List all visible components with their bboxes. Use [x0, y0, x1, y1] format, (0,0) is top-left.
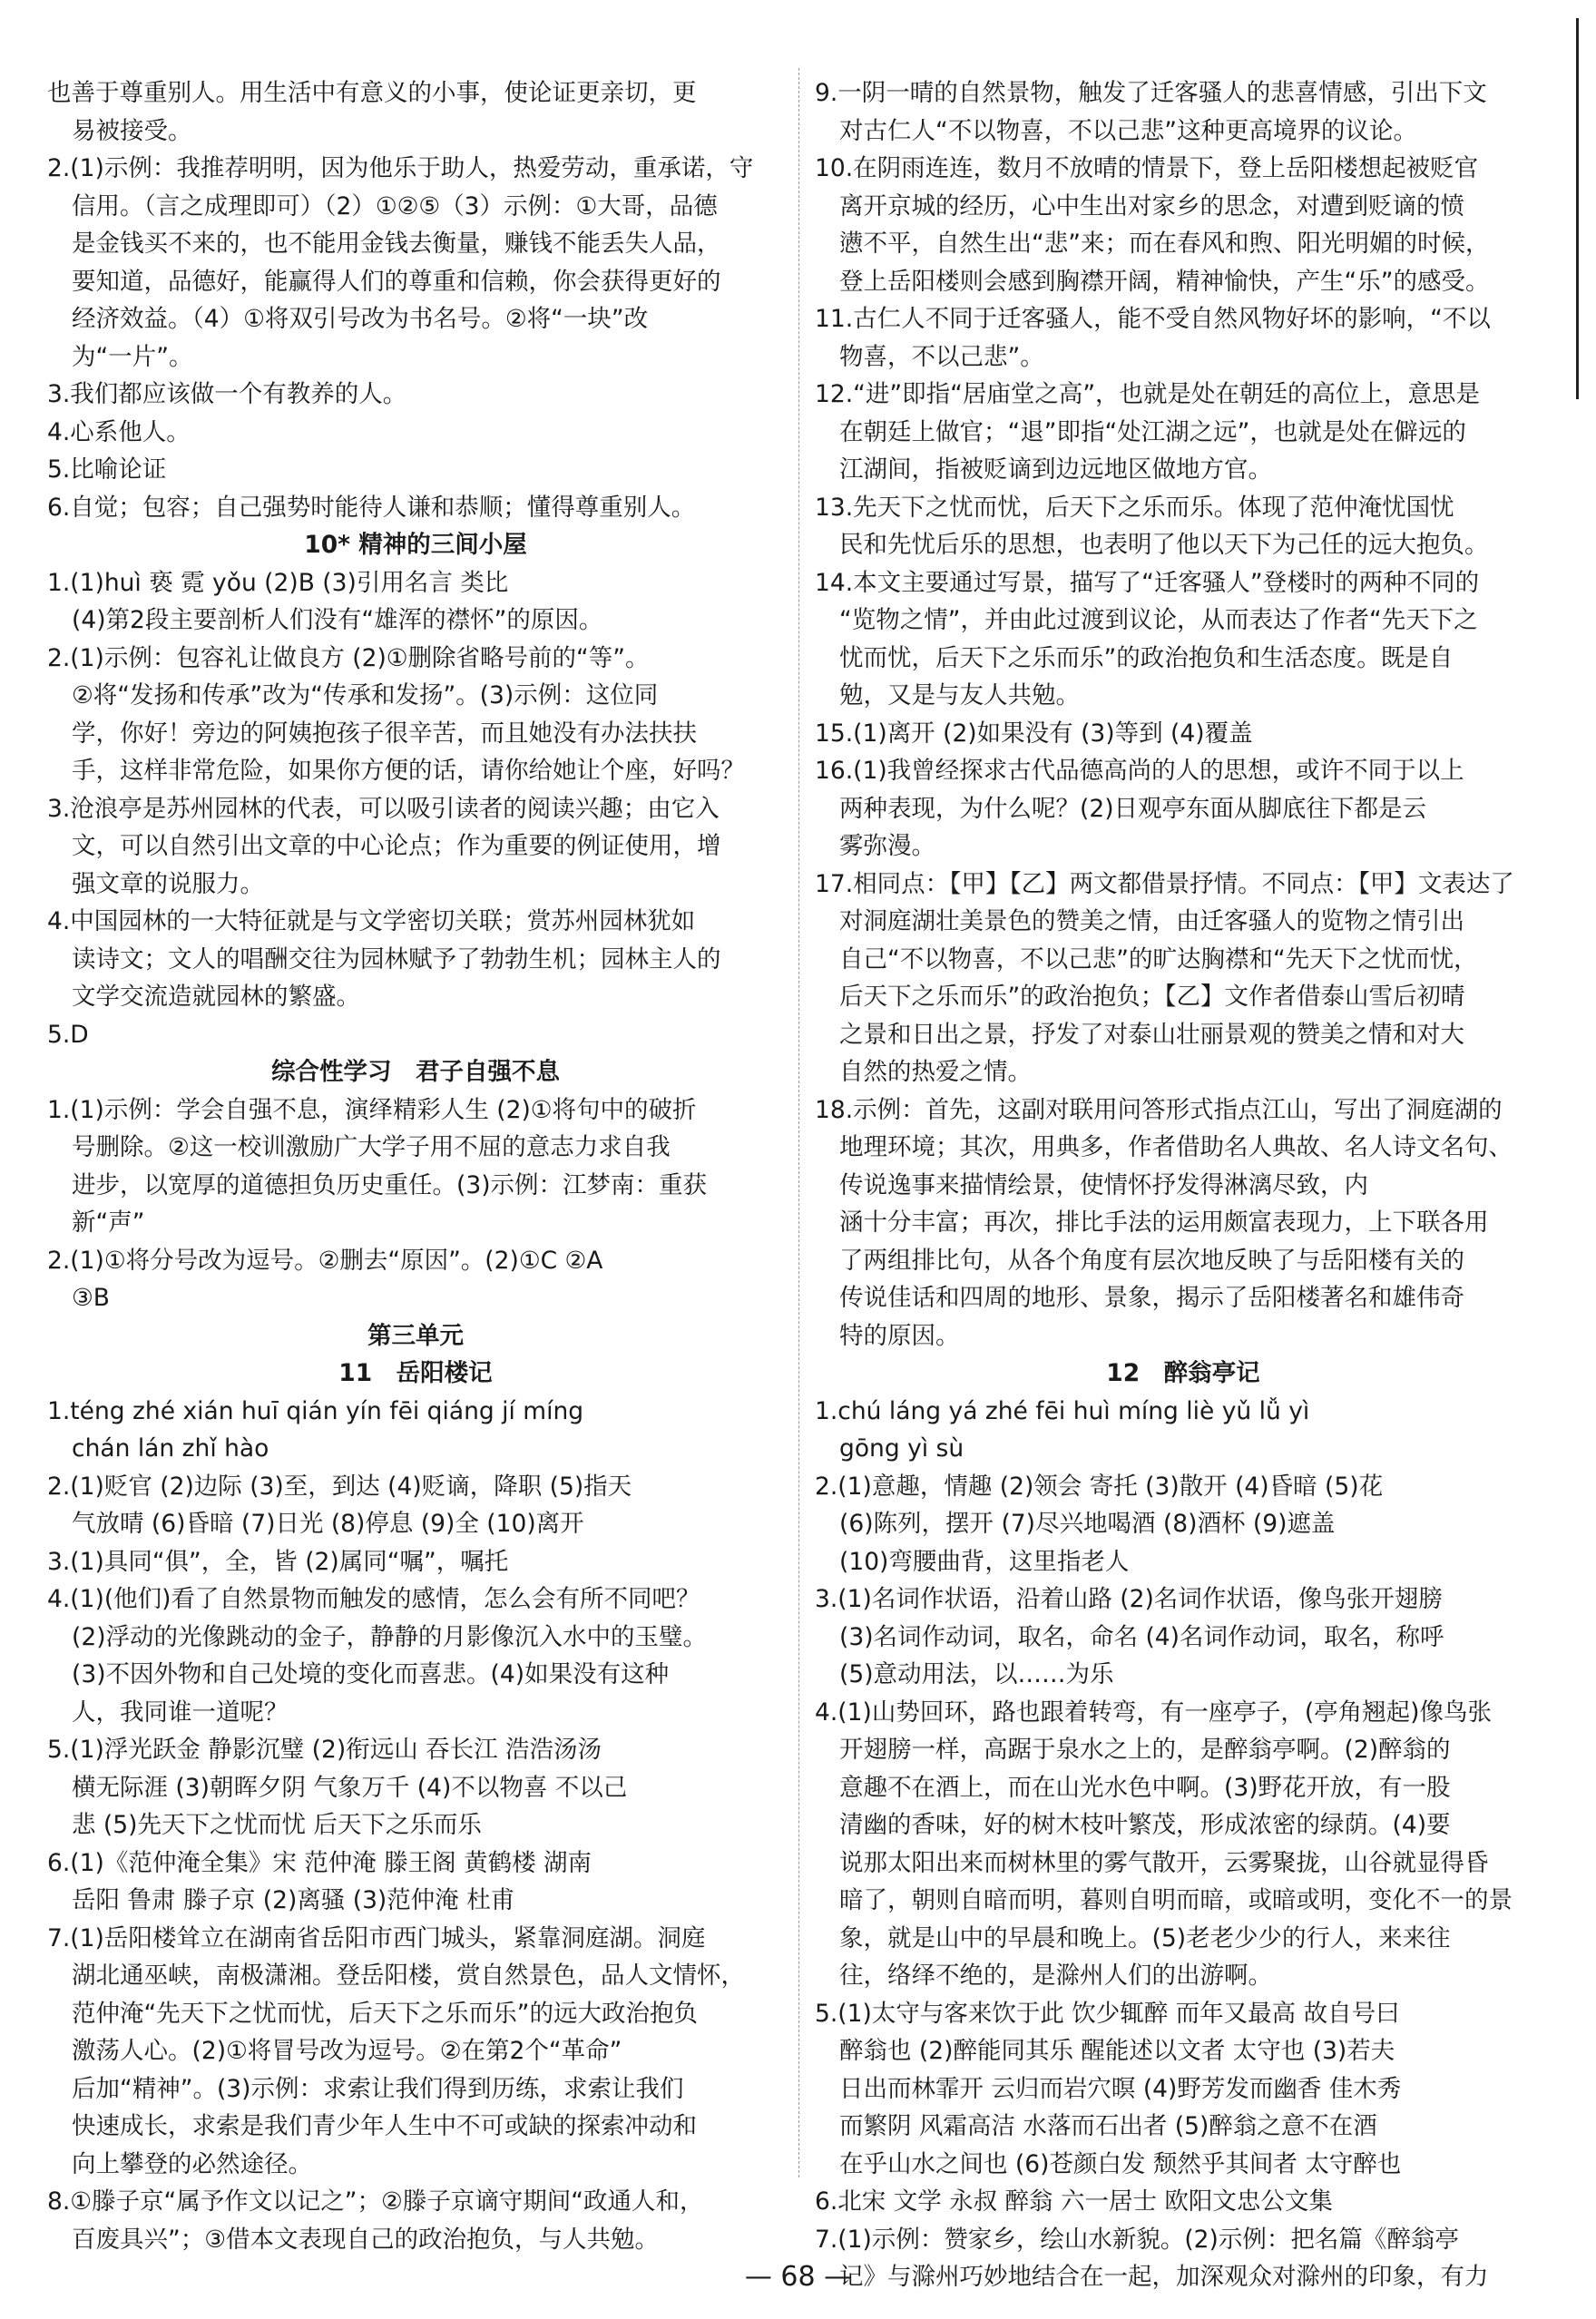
text-line: 12.“进”即指“居庙堂之高”，也就是处在朝廷的高位上，意思是: [815, 380, 1481, 408]
answer-item: [47, 489, 784, 527]
text-line: 7.(1)岳阳楼耸立在湖南省岳阳市西门城头，紧靠洞庭湖。洞庭: [47, 1923, 706, 1952]
text-line: 10* 精神的三间小屋: [304, 531, 527, 559]
text-line: 气放晴 (6)昏暗 (7)日光 (8)停息 (9)全 (10)离开: [72, 1510, 584, 1538]
text-line: 记》与滁州巧妙地结合在一起，加深观众对滁州的印象，有力: [839, 2263, 1489, 2291]
text-line: 了两组排比句，从各个角度有层次地反映了与岳阳楼有关的: [839, 1246, 1464, 1275]
text-line: 4.(1)山势回环，路也跟着转弯，有一座亭子，(亭角翘起)像鸟张: [815, 1698, 1492, 1727]
answer-item: [47, 1844, 784, 1920]
text-line: 自己“不以物喜，不以己悲”的旷达胸襟和“先天下之忧而忧，: [839, 944, 1478, 974]
page-number: — 68 —: [744, 2261, 852, 2293]
answer-item: [815, 1580, 1552, 1694]
text-line: 民和先忧后乐的思想，也表明了他以天下为己任的远大抱负。: [839, 531, 1489, 559]
text-line: 易被接受。: [72, 116, 192, 145]
text-line: 4.心系他人。: [47, 417, 191, 446]
text-line: 岳阳 鲁肃 滕子京 (2)离骚 (3)范仲淹 杜甫: [72, 1886, 515, 1914]
left-column: [47, 74, 784, 2258]
text-line: 开翅膀一样，高踞于泉水之上的，是醉翁亭啊。(2)醉翁的: [839, 1736, 1451, 1764]
text-line: 读诗文；文人的唱酬交往为园林赋予了勃勃生机；园林主人的: [72, 944, 721, 974]
section-heading: [47, 1317, 784, 1393]
text-line: 号删除。②这一校训激励广大学子用不屈的意志力求自我: [72, 1133, 671, 1161]
answer-item: [815, 1468, 1552, 1581]
text-line: 地理环境；其次，用典多，作者借助名人典故、名人诗文名句、: [839, 1133, 1513, 1161]
answer-item: [47, 1731, 784, 1844]
answer-item: [47, 790, 784, 904]
answer-item: [815, 866, 1552, 1091]
text-line: 物喜，不以己悲”。: [839, 342, 1044, 371]
text-line: (3)名词作动词，取名，命名 (4)名词作动词，取名，称呼: [839, 1622, 1444, 1651]
text-line: 暗了，朝则自暗而明，暮则自明而暗，或暗或明，变化不一的景: [839, 1886, 1513, 1914]
answer-item: [47, 451, 784, 489]
text-line: 是金钱买不来的，也不能用金钱去衡量，赚钱不能丢失人品，: [72, 230, 721, 258]
text-line: 向上攀登的必然途径。: [72, 2149, 312, 2178]
text-line: 自然的热爱之情。: [839, 1058, 1032, 1086]
section-heading: [47, 526, 784, 564]
answer-item: [47, 74, 784, 150]
text-line: 1.chú láng yá zhé fēi huì míng liè yǔ lǚ yì: [815, 1396, 1310, 1425]
text-line: 11.古仁人不同于迁客骚人，能不受自然风物好坏的影响，“不以: [815, 305, 1491, 333]
text-line: 江湖间，指被贬谪到边远地区做地方官。: [839, 455, 1272, 484]
text-line: 百废具兴”；③借本文表现自己的政治抱负，与人共勉。: [72, 2225, 659, 2254]
text-line: 7.(1)示例：赞家乡，绘山水新貌。(2)示例：把名篇《醉翁亭: [815, 2225, 1459, 2254]
text-line: 2.(1)示例：我推荐明明，因为他乐于助人，热爱劳动，重承诺，守: [47, 154, 754, 182]
text-line: 在乎山水之间也 (6)苍颜白发 颓然乎其间者 太守醉也: [839, 2149, 1402, 2178]
answer-item: [815, 564, 1552, 715]
answer-item: [47, 376, 784, 414]
answer-item: [47, 1091, 784, 1242]
text-line: 悲 (5)先天下之忧而忧 后天下之乐而乐: [72, 1811, 482, 1839]
text-line: (5)意动用法，以……为乐: [839, 1660, 1114, 1688]
text-line: 往，络绎不绝的，是滁州人们的出游啊。: [839, 1962, 1272, 1990]
text-line: 4.中国园林的一大特征就是与文学密切关联；赏苏州园林犹如: [47, 907, 696, 935]
text-line: 为“一片”。: [72, 342, 193, 371]
text-line: 清幽的香味，好的树木枝叶繁茂，形成浓密的绿荫。(4)要: [839, 1811, 1451, 1839]
text-line: 快速成长，求索是我们青少年人生中不可或缺的探索冲动和: [72, 2112, 697, 2140]
text-line: 6.(1)《范仲淹全集》宋 范仲淹 滕王阁 黄鹤楼 湖南: [47, 1848, 592, 1877]
text-line: 2.(1)贬官 (2)边际 (3)至，到达 (4)贬谪，降职 (5)指天: [47, 1472, 632, 1501]
answer-item: [47, 564, 784, 640]
answer-item: [47, 1920, 784, 2184]
text-line: (6)陈列，摆开 (7)尽兴地喝酒 (8)酒杯 (9)遮盖: [839, 1510, 1336, 1538]
text-line: 3.沧浪亭是苏州园林的代表，可以吸引读者的阅读兴趣；由它入: [47, 794, 720, 823]
answer-item: [47, 2183, 784, 2258]
text-line: 综合性学习 君子自强不息: [271, 1058, 560, 1086]
answer-item: [815, 300, 1552, 376]
section-heading: [815, 1355, 1552, 1393]
answer-item: [47, 1580, 784, 1731]
answer-item: [47, 1242, 784, 1317]
text-line: 2.(1)①将分号改为逗号。②删去“原因”。(2)①C ②A: [47, 1246, 603, 1275]
text-line: 象，就是山中的早晨和晚上。(5)老老少少的行人，来来往: [839, 1923, 1451, 1952]
text-line: ③B: [72, 1284, 110, 1312]
text-line: (3)不因外物和自己处境的变化而喜悲。(4)如果没有这种: [72, 1660, 670, 1688]
text-line: 雾弥漫。: [839, 832, 935, 860]
text-line: 2.(1)意趣，情趣 (2)领会 寄托 (3)散开 (4)昏暗 (5)花: [815, 1472, 1384, 1501]
answer-item: [815, 150, 1552, 300]
text-line: 日出而林霏开 云归而岩穴暝 (4)野芳发而幽香 佳木秀: [839, 2074, 1402, 2103]
text-line: 10.在阴雨连连，数月不放晴的情景下，登上岳阳楼想起被贬官: [815, 154, 1479, 182]
column-divider: [798, 68, 799, 2177]
page-edge-mark: [1576, 18, 1579, 399]
text-line: 后加“精神”。(3)示例：求索让我们得到历练，求索让我们: [72, 2074, 684, 2103]
text-line: 对洞庭湖壮美景色的赞美之情，由迁客骚人的览物之情引出: [839, 907, 1464, 935]
answer-item: [815, 1995, 1552, 2184]
text-line: 后天下之乐而乐”的政治抱负；【乙】文作者借泰山雪后初晴: [839, 983, 1465, 1011]
text-line: 文学交流造就园林的繁盛。: [72, 983, 360, 1011]
answer-item: [815, 489, 1552, 564]
text-line: 要知道，品德好，能赢得人们的尊重和信赖，你会获得更好的: [72, 267, 721, 296]
text-line: 进步，以宽厚的道德担负历史重任。(3)示例：江梦南：重获: [72, 1170, 708, 1199]
text-line: 而繁阴 风霜高洁 水落而石出者 (5)醉翁之意不在酒: [839, 2112, 1377, 2140]
text-line: 在朝廷上做官；“退”即指“处江湖之远”，也就是处在僻远的: [839, 417, 1466, 446]
text-line: 横无际涯 (3)朝晖夕阴 气象万千 (4)不以物喜 不以己: [72, 1773, 628, 1802]
text-line: 5.(1)浮光跃金 静影沉璧 (2)衔远山 吞长江 浩浩汤汤: [47, 1736, 602, 1764]
answer-item: [47, 1468, 784, 1543]
answer-item: [47, 903, 784, 1016]
text-line: 信用。（言之成理即可）（2）①②⑤（3）示例：①大哥，品德: [72, 191, 718, 220]
text-line: 新“声”: [72, 1208, 145, 1237]
text-line: 激荡人心。(2)①将冒号改为逗号。②在第2个“革命”: [72, 2037, 622, 2065]
answer-item: [815, 376, 1552, 489]
text-line: 4.(1)(他们)看了自然景物而触发的感情，怎么会有所不同吧？: [47, 1585, 700, 1613]
text-line: 2.(1)示例：包容礼让做良方 (2)①删除省略号前的“等”。: [47, 643, 650, 672]
text-line: 16.(1)我曾经探求古代品德高尚的人的思想，或许不同于以上: [815, 757, 1464, 785]
text-line: 第三单元: [367, 1321, 464, 1350]
text-line: 5.(1)太守与客来饮于此 饮少辄醉 而年又最高 故自号曰: [815, 1999, 1400, 2028]
text-line: ②将“发扬和传承”改为“传承和发扬”。(3)示例：这位同: [72, 681, 659, 709]
text-line: 1.(1)huì 亵 霓 yǒu (2)B (3)引用名言 类比: [47, 568, 509, 597]
text-line: 9.一阴一晴的自然景物，触发了迁客骚人的悲喜情感，引出下文: [815, 79, 1487, 107]
answer-item: [47, 414, 784, 452]
text-line: 之景和日出之景，抒发了对泰山壮丽景观的赞美之情和对大: [839, 1020, 1464, 1049]
text-line: 14.本文主要通过写景，描写了“迁客骚人”登楼时的两种不同的: [815, 568, 1480, 597]
text-line: 5.D: [47, 1020, 89, 1049]
answer-item: [815, 1694, 1552, 1995]
text-line: 登上岳阳楼则会感到胸襟开阔，精神愉快，产生“乐”的感受。: [839, 267, 1490, 296]
text-line: 手，这样非常危险，如果你方便的话，请你给她让个座，好吗？: [72, 757, 745, 785]
answer-item: [47, 1543, 784, 1581]
text-line: 13.先天下之忧而忧，后天下之乐而乐。体现了范仲淹忧国忧: [815, 493, 1454, 522]
text-line: 湖北通巫峡，南极潇湘。登岳阳楼，赏自然景色，品人文情怀，: [72, 1962, 745, 1990]
text-line: 对古仁人“不以物喜，不以己悲”这种更高境界的议论。: [839, 116, 1417, 145]
section-heading: [47, 1053, 784, 1091]
text-line: 意趣不在酒上，而在山光水色中啊。(3)野花开放，有一股: [839, 1773, 1451, 1802]
text-line: 17.相同点：【甲】【乙】两文都借景抒情。不同点：【甲】文表达了: [815, 869, 1514, 898]
text-line: 5.比喻论证: [47, 455, 167, 484]
answer-item: [47, 150, 784, 376]
text-line: 勉，又是与友人共勉。: [839, 681, 1080, 709]
text-line: 醉翁也 (2)醉能同其乐 醒能述以文者 太守也 (3)若夫: [839, 2037, 1395, 2065]
text-line: 范仲淹“先天下之忧而忧，后天下之乐而乐”的远大政治抱负: [72, 1999, 698, 2028]
answer-item: [815, 752, 1552, 866]
text-line: gōng yì sù: [839, 1434, 964, 1463]
text-line: (2)浮动的光像跳动的金子，静静的月影像沉入水中的玉璧。: [72, 1622, 708, 1651]
text-line: 经济效益。（4）①将双引号改为书名号。②将“一块”改: [72, 305, 649, 333]
answer-item: [815, 2183, 1552, 2221]
text-line: (10)弯腰曲背，这里指老人: [839, 1547, 1130, 1576]
text-line: 强文章的说服力。: [72, 869, 264, 898]
text-line: 8.①滕子京“属予作文以记之”；②滕子京谪守期间“政通人和，: [47, 2187, 704, 2216]
text-line: 3.(1)名词作状语，沿着山路 (2)名词作状语，像鸟张开翅膀: [815, 1585, 1443, 1613]
text-line: 15.(1)离开 (2)如果没有 (3)等到 (4)覆盖: [815, 719, 1253, 748]
answer-item: [815, 74, 1552, 150]
answer-item: [47, 640, 784, 790]
text-line: chán lán zhǐ hào: [72, 1434, 269, 1463]
right-column: [815, 74, 1552, 2296]
text-line: 6.北宋 文学 永叔 醉翁 六一居士 欧阳文忠公文集: [815, 2187, 1333, 2216]
text-line: 人，我同谁一道呢？: [72, 1698, 289, 1727]
text-line: (4)第2段主要剖析人们没有“雄浑的襟怀”的原因。: [72, 606, 603, 634]
answer-item: [47, 1393, 784, 1468]
text-line: 1.(1)示例：学会自强不息，演绎精彩人生 (2)①将句中的破折: [47, 1095, 697, 1124]
text-line: “览物之情”，并由此过渡到议论，从而表达了作者“先天下之: [839, 606, 1478, 634]
answer-item: [815, 715, 1552, 753]
text-line: 11 岳阳楼记: [338, 1359, 493, 1387]
text-line: 离开京城的经历，心中生出对家乡的思念，对遭到贬谪的愤: [839, 191, 1464, 220]
text-line: 3.我们都应该做一个有教养的人。: [47, 380, 407, 408]
text-line: 1.téng zhé xián huī qián yín fēi qiáng jí míng: [47, 1396, 584, 1425]
text-line: 6.自觉；包容；自己强势时能待人谦和恭顺；懂得尊重别人。: [47, 493, 696, 522]
text-line: 说那太阳出来而树林里的雾气散开，云雾聚拢，山谷就显得昏: [839, 1848, 1489, 1877]
text-line: 特的原因。: [839, 1321, 960, 1350]
text-line: 也善于尊重别人。用生活中有意义的小事，使论证更亲切，更: [47, 79, 697, 107]
text-line: 忧而忧，后天下之乐而乐”的政治抱负和生活态度。既是自: [839, 643, 1454, 672]
answer-item: [47, 1016, 784, 1054]
text-line: 学，你好！旁边的阿姨抱孩子很辛苦，而且她没有办法扶扶: [72, 719, 697, 748]
text-line: 12 醉翁亭记: [1106, 1359, 1260, 1387]
text-line: 懑不平，自然生出“悲”来；而在春风和煦、阳光明媚的时候，: [839, 230, 1490, 258]
text-line: 18.示例：首先，这副对联用问答形式指点江山，写出了洞庭湖的: [815, 1095, 1503, 1124]
text-line: 两种表现，为什么呢？(2)日观亭东面从脚底往下都是云: [839, 794, 1427, 823]
answer-item: [815, 1091, 1552, 1355]
text-line: 3.(1)具同“俱”，全，皆 (2)属同“嘱”，嘱托: [47, 1547, 509, 1576]
answer-item: [815, 1393, 1552, 1468]
text-line: 涵十分丰富；再次，排比手法的运用颇富表现力，上下联各用: [839, 1208, 1489, 1237]
text-line: 传说逸事来描情绘景，使情怀抒发得淋漓尽致，内: [839, 1170, 1368, 1199]
text-line: 文，可以自然引出文章的中心论点；作为重要的例证使用，增: [72, 832, 721, 860]
text-line: 传说佳话和四周的地形、景象，揭示了岳阳楼著名和雄伟奇: [839, 1284, 1464, 1312]
